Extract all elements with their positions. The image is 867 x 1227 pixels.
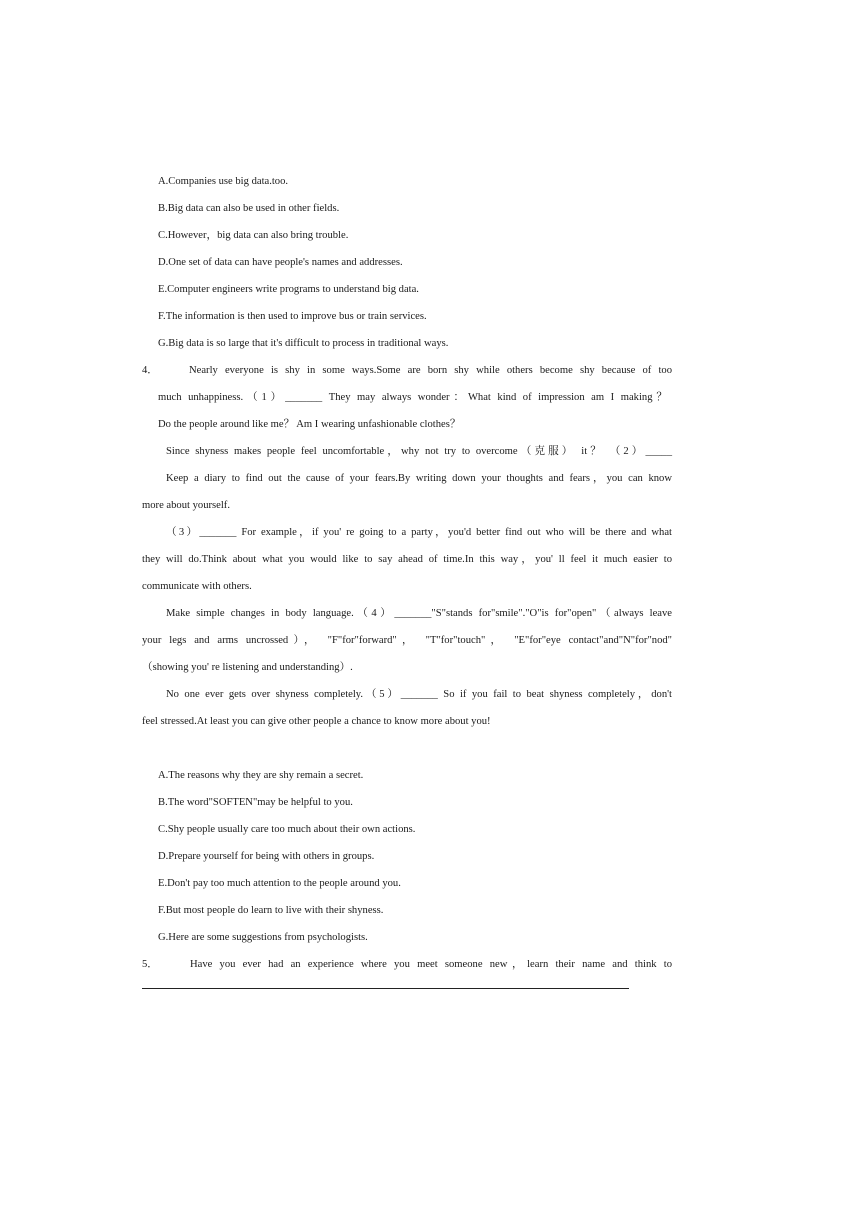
q4-line-6: more about yourself. [142, 500, 230, 511]
q4-line-8: they will do.Think about what you would like to say ahead of time.In this way，you' ll feel it much easier to [142, 554, 672, 565]
q4-option-a: A.The reasons why they are shy remain a secret. [158, 770, 364, 781]
q4-line-13: No one ever gets over shyness completely.（5）_______ So if you fail to beat shyness completely，don't [166, 689, 672, 700]
q3-option-c: C.However，big data can also bring trouble. [158, 230, 349, 241]
q4-line-11: your legs and arms uncrossed）， "F"for"forward"， "T"for"touch"， "E"for"eye contact"and"N"for"nod" [142, 635, 672, 646]
q4-option-g: G.Here are some suggestions from psychologists. [158, 932, 368, 943]
q4-number: 4． [142, 365, 158, 376]
q5-line-1: Have you ever had an experience where you meet someone new，learn their name and think to [190, 959, 672, 970]
q4-line-1: Nearly everyone is shy in some ways.Some are born shy while others become shy because of too [189, 365, 672, 376]
q4-option-e: E.Don't pay too much attention to the people around you. [158, 878, 401, 889]
q4-option-b: B.The word"SOFTEN"may be helpful to you. [158, 797, 353, 808]
q5-number: 5． [142, 959, 158, 970]
page-divider [142, 988, 629, 989]
q4-line-5: Keep a diary to find out the cause of your fears.By writing down your thoughts and fears，you can know [166, 473, 672, 484]
q4-line-7: （3）_______ For example，if you' re going to a party，you'd better find out who will be there and what [166, 527, 672, 538]
q3-option-e: E.Computer engineers write programs to understand big data. [158, 284, 419, 295]
q4-line-12: （showing you' re listening and understanding）. [142, 662, 353, 673]
q4-option-c: C.Shy people usually care too much about their own actions. [158, 824, 416, 835]
q4-line-4: Since shyness makes people feel uncomfortable，why not try to overcome（克服） it？ （2）_____ [166, 446, 672, 457]
q4-option-f: F.But most people do learn to live with their shyness. [158, 905, 384, 916]
q3-option-f: F.The information is then used to improve bus or train services. [158, 311, 427, 322]
q4-option-d: D.Prepare yourself for being with others in groups. [158, 851, 375, 862]
q4-line-3: Do the people around like me？ Am I wearing unfashionable clothes？ [158, 419, 461, 430]
q3-option-b: B.Big data can also be used in other fields. [158, 203, 340, 214]
q3-option-d: D.One set of data can have people's names and addresses. [158, 257, 403, 268]
q4-line-9: communicate with others. [142, 581, 252, 592]
q4-line-2: much unhappiness.（1）_______ They may always wonder：What kind of impression am I making？ [158, 392, 667, 403]
q4-line-10: Make simple changes in body language.（4）_______"S"stands for"smile"."O"is for"open"（always leave [166, 608, 672, 619]
q3-option-g: G.Big data is so large that it's difficult to process in traditional ways. [158, 338, 449, 349]
q3-option-a: A.Companies use big data.too. [158, 176, 289, 187]
q4-line-14: feel stressed.At least you can give other people a chance to know more about you! [142, 716, 491, 727]
